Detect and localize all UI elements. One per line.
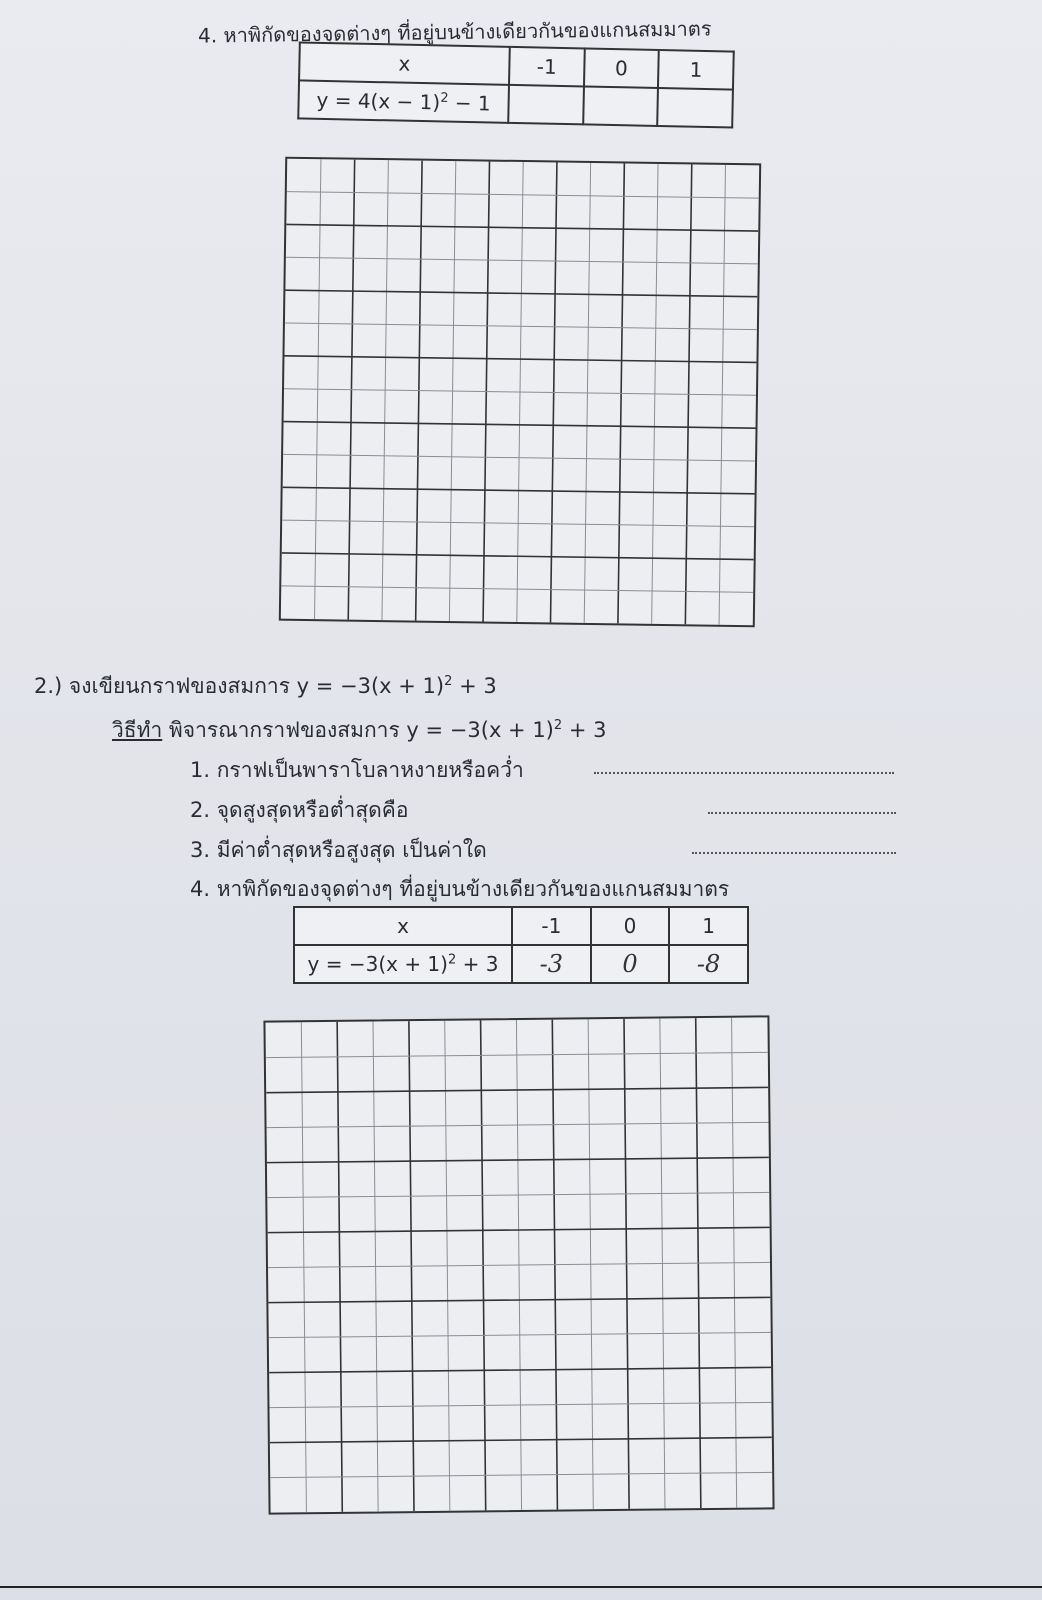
- table-x-cell: -1: [512, 907, 591, 945]
- table-y-cell-handwritten[interactable]: -8: [669, 945, 748, 983]
- section1-value-table: [297, 41, 735, 128]
- table-x-cell: 0: [591, 907, 670, 945]
- question-1: 1. กราฟเป็นพาราโบลาหงายหรือคว่ำ: [190, 758, 524, 782]
- answer-line-1[interactable]: [594, 772, 894, 774]
- table-y-header: $y = -3(x + 1)^2 + 3$: [294, 945, 512, 983]
- grid-lines: [265, 1017, 772, 1512]
- answer-line-2[interactable]: [708, 812, 896, 814]
- question-4: 4. หาพิกัดของจุดต่างๆ ที่อยู่บนข้างเดียวกันของแกนสมมาตร: [190, 877, 730, 901]
- bottom-divider: [0, 1586, 1042, 1588]
- table-x-cell: 0: [584, 48, 659, 88]
- table-x-header: x: [294, 907, 512, 945]
- table-x-cell: -1: [509, 47, 585, 87]
- table-x-cell: 1: [658, 50, 733, 90]
- section2-problem: 2.) จงเขียนกราฟของสมการ $y = -3(x + 1)^2 + 3$: [34, 674, 497, 698]
- table-y-header: $y = 4(x - 1)^2 - 1$: [298, 80, 509, 122]
- grid-lines: [281, 159, 759, 626]
- table-y-cell[interactable]: [658, 88, 733, 128]
- question-2: 2. จุดสูงสุดหรือต่ำสุดคือ: [190, 798, 409, 822]
- table-x-header: x: [299, 42, 510, 84]
- question-3: 3. มีค่าต่ำสุดหรือสูงสุด เป็นค่าใด: [190, 838, 487, 862]
- section2-method: วิธีทำ พิจารณากราฟของสมการ $y = -3(x + 1)^2 + 3$: [112, 718, 607, 742]
- section1-step4-text: 4. หาพิกัดของจุดต่างๆ ที่อยู่บนข้างเดียวกันของแกนสมมาตร: [197, 16, 712, 48]
- table-y-cell-handwritten[interactable]: 0: [591, 945, 670, 983]
- table-x-cell: 1: [669, 907, 748, 945]
- table-y-cell[interactable]: [508, 85, 584, 125]
- graph-grid-1[interactable]: [279, 157, 761, 628]
- section2-value-table: [293, 906, 749, 984]
- table-y-cell-handwritten[interactable]: -3: [512, 945, 591, 983]
- answer-line-3[interactable]: [692, 852, 896, 854]
- table-y-cell[interactable]: [583, 86, 658, 126]
- method-label: วิธีทำ: [112, 718, 163, 742]
- graph-grid-2[interactable]: [263, 1015, 774, 1514]
